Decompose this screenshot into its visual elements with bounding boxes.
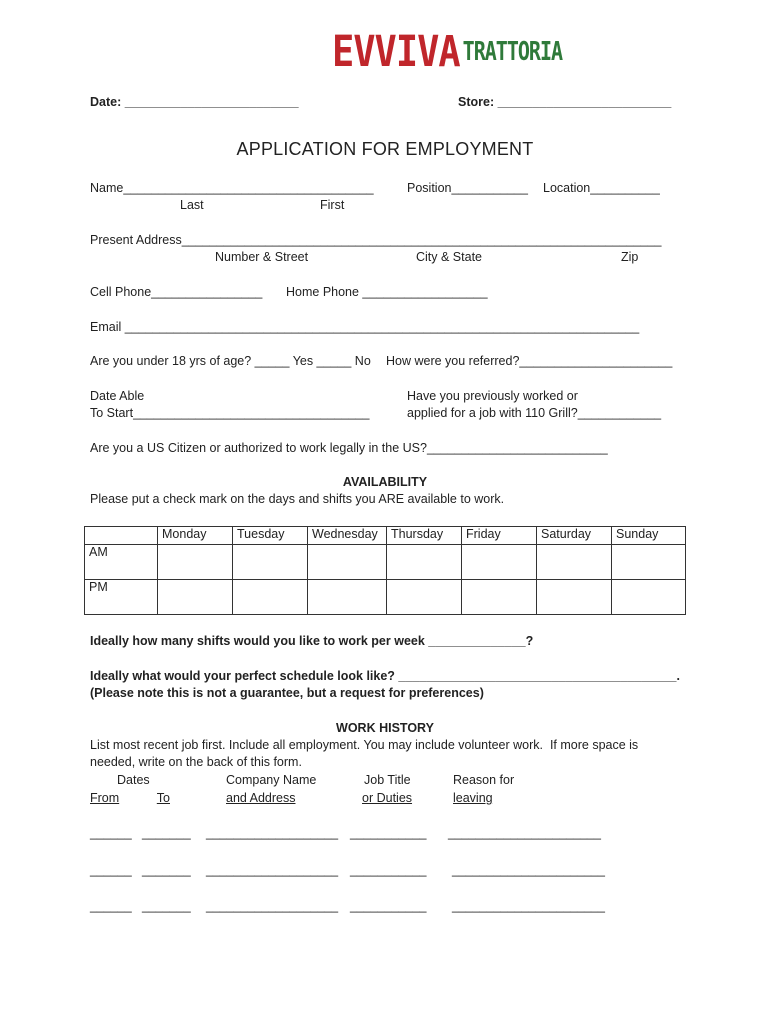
- reason-blank[interactable]: ______________________: [452, 863, 605, 877]
- start-date-field[interactable]: To Start__________________________________: [90, 406, 370, 420]
- date-field[interactable]: Date: _________________________: [90, 95, 299, 109]
- city-state-label: City & State: [416, 250, 482, 264]
- reason-header: Reason for: [453, 773, 515, 787]
- to-blank[interactable]: _______: [142, 899, 191, 913]
- number-street-label: Number & Street: [215, 250, 309, 264]
- availability-cell[interactable]: [158, 580, 233, 615]
- leaving-header: leaving: [453, 791, 493, 805]
- address-header: and Address: [226, 791, 296, 805]
- company-blank[interactable]: ___________________: [206, 826, 339, 840]
- availability-cell[interactable]: [158, 545, 233, 580]
- day-header: Monday: [158, 527, 233, 545]
- logo-trattoria: TRATTORIA: [462, 35, 563, 67]
- home-phone-field[interactable]: Home Phone __________________: [286, 285, 488, 299]
- table-corner-cell: [85, 527, 158, 545]
- under-18-field[interactable]: Are you under 18 yrs of age? _____ Yes _____ No: [90, 354, 371, 368]
- job-title-header: Job Title: [364, 773, 411, 787]
- availability-cell[interactable]: [462, 580, 537, 615]
- page-title: APPLICATION FOR EMPLOYMENT: [236, 139, 534, 159]
- job-blank[interactable]: ___________: [350, 826, 427, 840]
- name-field[interactable]: Name____________________________________: [90, 181, 374, 195]
- availability-heading: AVAILABILITY: [342, 475, 428, 489]
- availability-cell[interactable]: [537, 545, 612, 580]
- availability-cell[interactable]: [462, 545, 537, 580]
- shifts-per-week-field[interactable]: Ideally how many shifts would you like to work per week ______________?: [90, 634, 534, 648]
- present-address-field[interactable]: Present Address_____________________________________________________________________: [90, 233, 662, 247]
- reason-blank[interactable]: ______________________: [452, 899, 605, 913]
- from-blank[interactable]: ______: [90, 826, 132, 840]
- shift-label: AM: [85, 545, 158, 580]
- availability-table: [84, 526, 686, 615]
- shift-label: PM: [85, 580, 158, 615]
- day-header: Tuesday: [233, 527, 308, 545]
- previously-worked-field[interactable]: applied for a job with 110 Grill?____________: [407, 406, 662, 420]
- to-header: To: [156, 791, 170, 805]
- availability-cell[interactable]: [387, 545, 462, 580]
- last-label: Last: [180, 198, 204, 212]
- availability-cell[interactable]: [233, 580, 308, 615]
- work-history-heading: WORK HISTORY: [336, 721, 434, 735]
- location-field[interactable]: Location__________: [543, 181, 660, 195]
- availability-cell[interactable]: [387, 580, 462, 615]
- job-blank[interactable]: ___________: [350, 899, 427, 913]
- job-blank[interactable]: ___________: [350, 863, 427, 877]
- availability-cell[interactable]: [612, 580, 686, 615]
- to-blank[interactable]: _______: [142, 863, 191, 877]
- availability-cell[interactable]: [233, 545, 308, 580]
- citizen-field[interactable]: Are you a US Citizen or authorized to work legally in the US?__________________________: [90, 441, 608, 455]
- from-blank[interactable]: ______: [90, 899, 132, 913]
- position-field[interactable]: Position___________: [407, 181, 528, 195]
- work-history-instruction-1: List most recent job first. Include all employment. You may include volunteer work. If more space is: [90, 738, 639, 752]
- day-header: Wednesday: [308, 527, 387, 545]
- day-header: Sunday: [612, 527, 686, 545]
- reason-blank[interactable]: ______________________: [448, 826, 601, 840]
- to-blank[interactable]: _______: [142, 826, 191, 840]
- logo-evviva: EVVIVA: [332, 26, 460, 77]
- duties-header: or Duties: [362, 791, 413, 805]
- company-blank[interactable]: ___________________: [206, 863, 339, 877]
- store-field[interactable]: Store: _________________________: [458, 95, 672, 109]
- availability-instruction: Please put a check mark on the days and shifts you ARE available to work.: [90, 492, 505, 506]
- company-logo: [332, 26, 563, 77]
- day-header: Friday: [462, 527, 537, 545]
- cell-phone-field[interactable]: Cell Phone________________: [90, 285, 263, 299]
- perfect-schedule-field[interactable]: Ideally what would your perfect schedule look like? ________________________________________.: [90, 669, 680, 683]
- work-history-instruction-2: needed, write on the back of this form.: [90, 755, 302, 769]
- availability-cell[interactable]: [537, 580, 612, 615]
- day-header: Saturday: [537, 527, 612, 545]
- dates-header: Dates: [117, 773, 150, 787]
- schedule-note: (Please note this is not a guarantee, but a request for preferences): [90, 686, 484, 700]
- availability-cell[interactable]: [308, 545, 387, 580]
- previously-worked-label: Have you previously worked or: [407, 389, 578, 403]
- from-blank[interactable]: ______: [90, 863, 132, 877]
- first-label: First: [320, 198, 345, 212]
- company-header: Company Name: [226, 773, 317, 787]
- date-able-label: Date Able: [90, 389, 145, 403]
- zip-label: Zip: [621, 250, 639, 264]
- company-blank[interactable]: ___________________: [206, 899, 339, 913]
- availability-cell[interactable]: [308, 580, 387, 615]
- availability-cell[interactable]: [612, 545, 686, 580]
- email-field[interactable]: Email __________________________________________________________________________: [90, 320, 640, 334]
- referred-field[interactable]: How were you referred?______________________: [386, 354, 673, 368]
- day-header: Thursday: [387, 527, 462, 545]
- from-header: From: [90, 791, 120, 805]
